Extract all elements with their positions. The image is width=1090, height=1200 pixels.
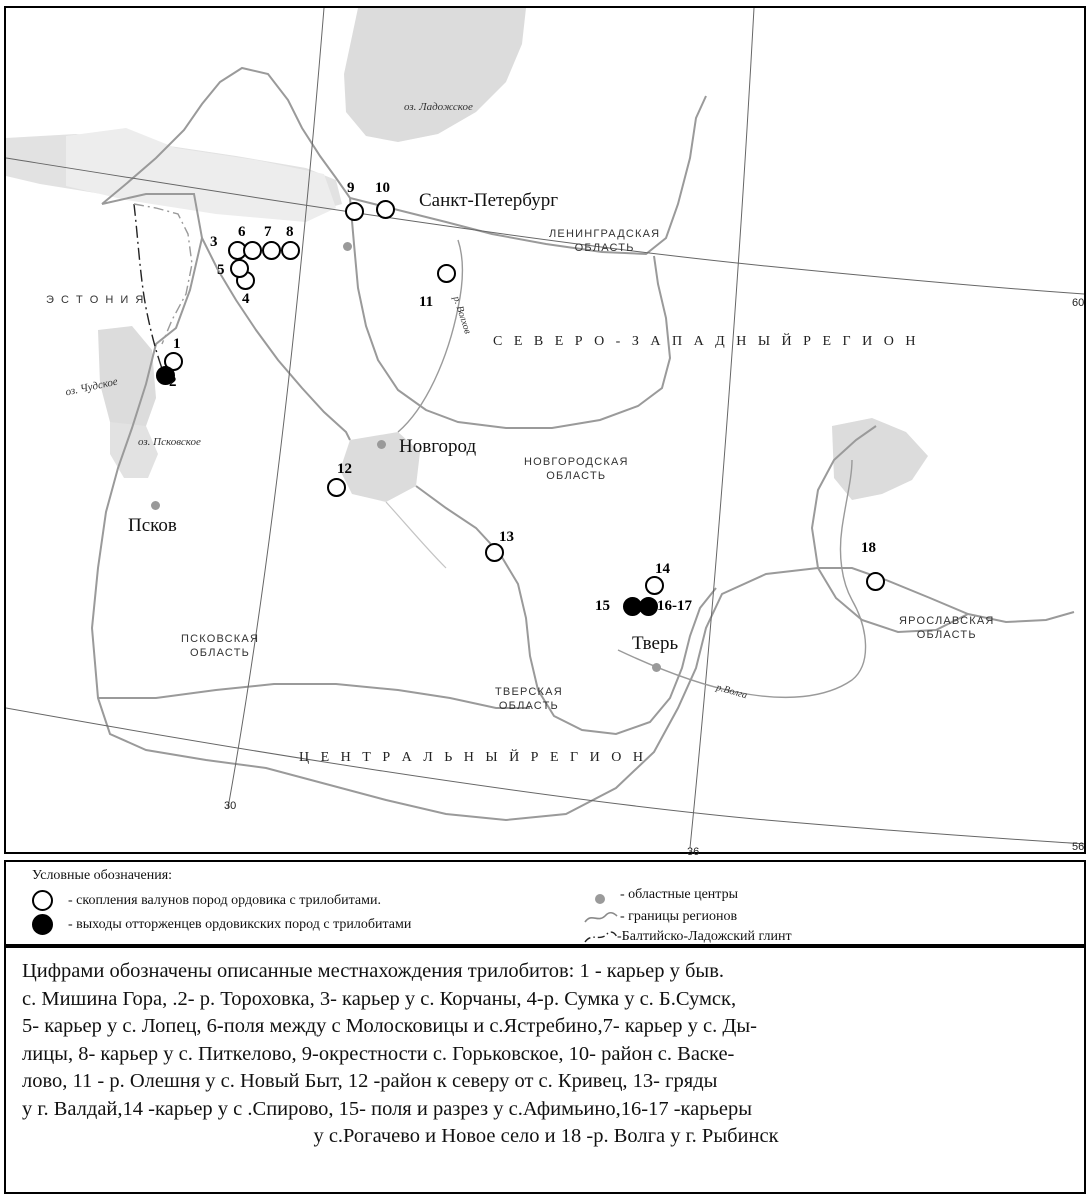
site-marker-6[interactable] bbox=[243, 241, 262, 260]
site-number-10: 10 bbox=[375, 180, 390, 196]
city-dot-pskov bbox=[151, 501, 160, 510]
site-marker-14[interactable] bbox=[645, 576, 664, 595]
legend-panel bbox=[4, 860, 1086, 946]
filled-circle-marker-icon bbox=[32, 914, 53, 935]
land-shade-north bbox=[66, 128, 336, 222]
site-marker-11[interactable] bbox=[437, 264, 456, 283]
oblast-label-tver: ТВЕРСКАЯ ОБЛАСТЬ bbox=[495, 686, 563, 712]
oblast-label-yaroslavl: ЯРОСЛАВСКАЯ ОБЛАСТЬ bbox=[899, 615, 995, 641]
oblast-label-pskov: ПСКОВСКАЯ ОБЛАСТЬ bbox=[181, 633, 260, 659]
site-marker-8[interactable] bbox=[281, 241, 300, 260]
legend-item-boulders-text: - скопления валунов пород ордовика с трилобитами. bbox=[68, 893, 381, 908]
city-label-novgorod: Новгород bbox=[399, 436, 477, 457]
lake-label-pskovskoe: оз. Псковское bbox=[138, 436, 201, 448]
site-number-15: 15 bbox=[595, 598, 610, 614]
caption-line-6: у г. Валдай,14 -карьер у с .Спирово, 15- поля и разрез у с.Афимьино,16-17 -карьеры bbox=[22, 1097, 752, 1120]
grid-label-60: 60 bbox=[1072, 297, 1085, 309]
city-label-tver: Тверь bbox=[632, 633, 679, 654]
legend-item-borders-text: - границы регионов bbox=[620, 909, 738, 924]
site-number-12: 12 bbox=[337, 461, 352, 477]
city-label-spb: Санкт-Петербург bbox=[419, 190, 559, 211]
site-marker-16-17[interactable] bbox=[639, 597, 658, 616]
caption-line-7: у с.Рогачево и Новое село и 18 -р. Волга у г. Рыбинск bbox=[313, 1125, 779, 1147]
site-number-2: 2 bbox=[169, 374, 177, 390]
river-label-volkhov: р. Волхов bbox=[450, 295, 473, 336]
lake-ladoga-shape bbox=[344, 8, 526, 142]
caption-line-2: с. Мишина Гора, .2- р. Тороховка, 3- карьер у с. Корчаны, 4-р. Сумка у с. Б.Сумск, bbox=[22, 987, 737, 1010]
glint-line-icon bbox=[584, 930, 618, 946]
site-marker-7[interactable] bbox=[262, 241, 281, 260]
map-vector bbox=[6, 8, 1084, 852]
meridian-36 bbox=[690, 8, 754, 848]
site-number-5: 5 bbox=[217, 262, 225, 278]
site-marker-18[interactable] bbox=[866, 572, 885, 591]
city-dot-tver bbox=[652, 663, 661, 672]
city-dot-novgorod bbox=[377, 440, 386, 449]
legend-item-glint-text: -Балтийско-Ладожский глинт bbox=[617, 929, 792, 944]
site-number-8: 8 bbox=[286, 224, 294, 240]
city-dot-icon bbox=[595, 894, 605, 904]
site-number-14: 14 bbox=[655, 561, 670, 577]
caption-line-3: 5- карьер у с. Лопец, 6-поля между с Молосковицы и с.Ястребино,7- карьер у с. Ды- bbox=[22, 1015, 757, 1037]
rybinsk-reservoir-shape bbox=[832, 418, 928, 500]
legend-item-centers-text: - областные центры bbox=[620, 887, 738, 902]
site-number-16-17: 16-17 bbox=[657, 598, 692, 614]
region-label-northwest: С Е В Е Р О - З А П А Д Н Ы Й Р Е Г И О Н bbox=[493, 334, 920, 349]
site-marker-5[interactable] bbox=[230, 259, 249, 278]
site-number-3: 3 bbox=[210, 234, 218, 250]
caption-panel bbox=[4, 946, 1086, 1194]
legend-item-outcrops-text: - выходы отторженцев ордовикских пород с трилобитами bbox=[68, 917, 412, 932]
map-panel bbox=[4, 6, 1086, 858]
map-canvas bbox=[6, 8, 1088, 856]
parallel-56 bbox=[6, 708, 1084, 844]
border-pskov-tver bbox=[98, 684, 530, 708]
site-marker-10[interactable] bbox=[376, 200, 395, 219]
site-number-18: 18 bbox=[861, 540, 876, 556]
site-number-7: 7 bbox=[264, 224, 272, 240]
site-number-4: 4 bbox=[242, 291, 250, 307]
site-marker-9[interactable] bbox=[345, 202, 364, 221]
region-label-central: Ц Е Н Т Р А Л Ь Н Ы Й Р Е Г И О Н bbox=[299, 750, 647, 765]
region-border-line-icon bbox=[584, 910, 618, 926]
open-circle-marker-icon bbox=[32, 890, 53, 911]
city-label-pskov: Псков bbox=[128, 515, 177, 536]
lake-label-ladoga: оз. Ладожское bbox=[404, 101, 473, 113]
site-number-9: 9 bbox=[347, 180, 355, 196]
grid-label-56: 56 bbox=[1072, 841, 1085, 853]
grid-label-36: 36 bbox=[687, 846, 700, 858]
caption-line-5: лово, 11 - р. Олешня у с. Новый Быт, 12 -район к северу от с. Кривец, 13- гряды bbox=[22, 1070, 718, 1092]
site-marker-12[interactable] bbox=[327, 478, 346, 497]
site-number-6: 6 bbox=[238, 224, 246, 240]
estonia-border bbox=[134, 204, 192, 344]
city-dot-spb bbox=[343, 242, 352, 251]
caption-line-4: лицы, 8- карьер у с. Питкелово, 9-окрестности с. Горьковское, 10- район с. Васке- bbox=[22, 1042, 735, 1065]
legend-title: Условные обозначения: bbox=[32, 868, 173, 883]
caption-line-1: Цифрами обозначены описанные местнахождения трилобитов: 1 - карьер у быв. bbox=[22, 960, 724, 982]
country-label-estonia: Э С Т О Н И Я bbox=[46, 294, 146, 306]
lake-label-chudskoe: оз. Чудское bbox=[64, 375, 119, 399]
river-msta bbox=[386, 502, 446, 568]
site-number-1: 1 bbox=[173, 336, 181, 352]
oblast-label-leningrad: ЛЕНИНГРАДСКАЯ ОБЛАСТЬ bbox=[549, 228, 661, 254]
oblast-label-novgorod: НОВГОРОДСКАЯ ОБЛАСТЬ bbox=[524, 456, 629, 482]
grid-label-30: 30 bbox=[224, 800, 237, 812]
site-number-13: 13 bbox=[499, 529, 514, 545]
site-number-11: 11 bbox=[419, 294, 434, 310]
river-label-volga: р.Волга bbox=[714, 682, 749, 702]
caption-text bbox=[6, 948, 1084, 1151]
